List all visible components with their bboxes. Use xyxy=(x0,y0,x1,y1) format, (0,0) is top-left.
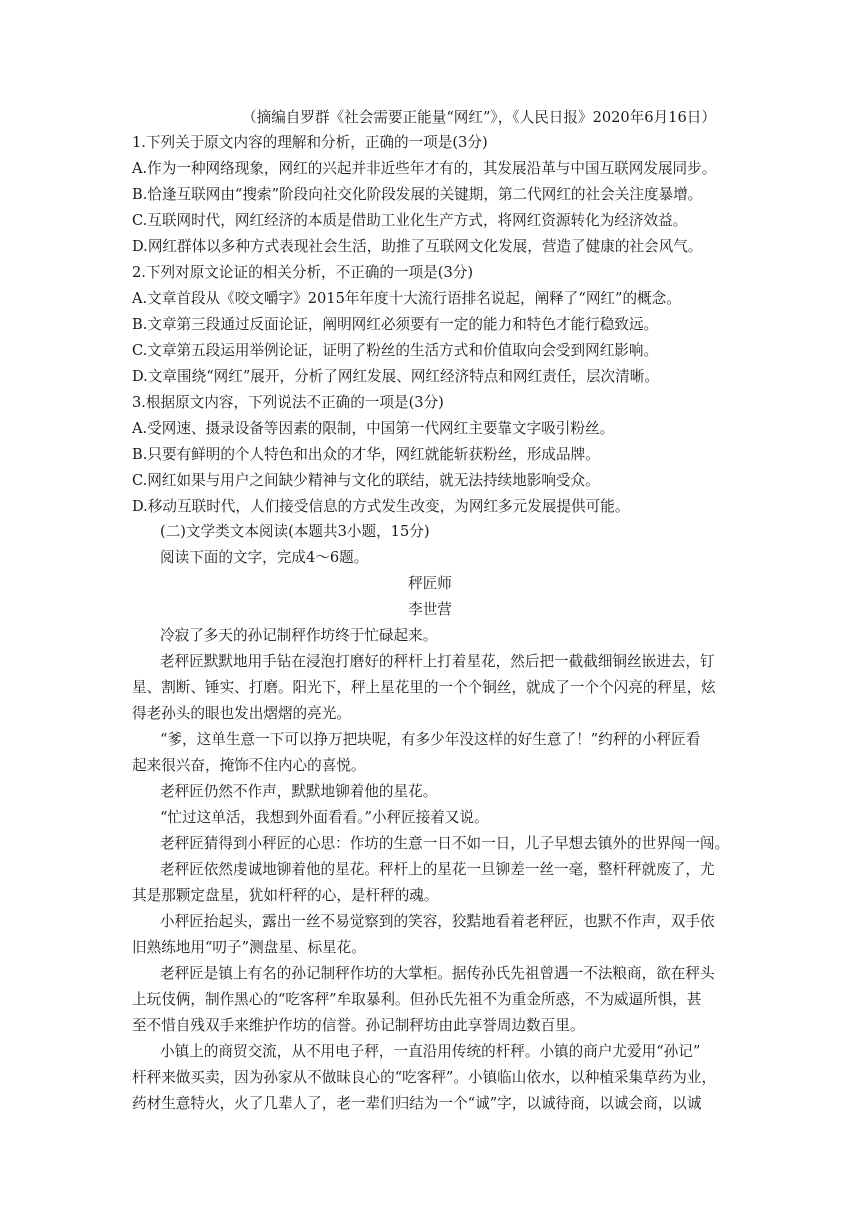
question-1-option-b: B.恰逢互联网由“搜索”阶段向社交化阶段发展的关键期，第二代网红的社会关注度暴增。 xyxy=(132,186,703,203)
question-2-option-b: B.文章第三段通过反面论证，阐明网红必须要有一定的能力和特色才能行稳致远。 xyxy=(132,316,659,333)
story-line: 老秤匠是镇上有名的孙记制秤作坊的大掌柜。据传孙氏先祖曾遇一不法粮商，欲在秤头 xyxy=(160,965,715,982)
story-line: 老秤匠依然虔诚地铆着他的星花。秤杆上的星花一旦铆差一丝一毫，整杆秤就废了，尤 xyxy=(160,861,715,878)
question-3-stem: 3.根据原文内容，下列说法不正确的一项是(3分) xyxy=(132,394,444,411)
question-3-option-c: C.网红如果与用户之间缺少精神与文化的联结，就无法持续地影响受众。 xyxy=(132,472,600,489)
story-author: 李世营 xyxy=(408,601,452,618)
question-3-option-a: A.受网速、摄录设备等因素的限制，中国第一代网红主要靠文字吸引粉丝。 xyxy=(132,420,615,437)
story-line: 小镇上的商贸交流，从不用电子秤，一直沿用传统的杆秤。小镇的商户尤爱用“孙记” xyxy=(160,1043,701,1060)
question-1-option-c: C.互联网时代，网红经济的本质是借助工业化生产方式，将网红资源转化为经济效益。 xyxy=(132,212,688,229)
section-heading: (二)文学类文本阅读(本题共3小题，15分) xyxy=(160,523,430,540)
reading-instruction: 阅读下面的文字，完成4～6题。 xyxy=(160,549,369,566)
question-2-stem: 2.下列对原文论证的相关分析，不正确的一项是(3分) xyxy=(132,264,474,281)
question-3-option-d: D.移动互联时代，人们接受信息的方式发生改变，为网红多元发展提供可能。 xyxy=(132,498,630,515)
story-line: 药材生意特火，火了几辈人了，老一辈们归结为一个“诚”字，以诚待商，以诚会商，以诚 xyxy=(132,1095,702,1112)
story-line: 星、割断、锤实、打磨。阳光下，秤上星花里的一个个铜丝，就成了一个个闪亮的秤星，炫 xyxy=(132,679,716,696)
story-line: 至不惜自残双手来维护作坊的信誉。孙记制秤坊由此享誉周边数百里。 xyxy=(132,1017,585,1034)
question-2-option-c: C.文章第五段运用举例论证，证明了粉丝的生活方式和价值取向会受到网红影响。 xyxy=(132,342,659,359)
story-line: 旧熟练地用“叨子”测盘星、标星花。 xyxy=(132,939,366,956)
story-line: 小秤匠抬起头，露出一丝不易觉察到的笑容，狡黠地看着老秤匠，也默不作声，双手依 xyxy=(160,913,715,930)
story-title: 秤匠师 xyxy=(408,575,452,592)
question-1-option-d: D.网红群体以多种方式表现社会生活，助推了互联网文化发展，营造了健康的社会风气。 xyxy=(132,238,703,255)
story-line: “忙过这单活，我想到外面看看。”小秤匠接着又说。 xyxy=(160,809,489,826)
question-2-option-a: A.文章首段从《咬文嚼字》2015年年度十大流行语排名说起，阐释了“网红”的概念。 xyxy=(132,290,681,307)
story-line: 老秤匠默默地用手钻在浸泡打磨好的秤杆上打着星花，然后把一截截细铜丝嵌进去，钉 xyxy=(160,653,715,670)
question-3-option-b: B.只要有鲜明的个人特色和出众的才华，网红就能斩获粉丝，形成品牌。 xyxy=(132,446,600,463)
story-line: 上玩伎俩，制作黑心的“吃客秤”牟取暴利。但孙氏先祖不为重金所惑，不为威逼所惧，甚 xyxy=(132,991,702,1008)
story-line: 得老孙头的眼也发出熠熠的亮光。 xyxy=(132,705,351,722)
source-citation: （摘编自罗群《社会需要正能量“网红”》，《人民日报》2020年6月16日） xyxy=(242,109,716,126)
story-line: “爹，这单生意一下可以挣万把块呢，有多少年没这样的好生意了！”约秤的小秤匠看 xyxy=(160,731,701,748)
story-line: 老秤匠仍然不作声，默默地铆着他的星花。 xyxy=(160,783,438,800)
question-1-option-a: A.作为一种网络现象，网红的兴起并非近些年才有的，其发展沿革与中国互联网发展同步。 xyxy=(132,160,717,177)
story-line: 杆秤来做买卖，因为孙家从不做昧良心的“吃客秤”。小镇临山依水，以种植采集草药为业， xyxy=(132,1069,717,1086)
story-line: 其是那颗定盘星，犹如杆秤的心，是杆秤的魂。 xyxy=(132,887,439,904)
story-line: 冷寂了多天的孙记制秤作坊终于忙碌起来。 xyxy=(160,627,438,644)
story-line: 老秤匠猜得到小秤匠的心思：作坊的生意一日不如一日，儿子早想去镇外的世界闯一闯。 xyxy=(160,835,730,852)
question-1-stem: 1.下列关于原文内容的理解和分析，正确的一项是(3分) xyxy=(132,134,488,151)
story-line: 起来很兴奋，掩饰不住内心的喜悦。 xyxy=(132,757,366,774)
question-2-option-d: D.文章围绕“网红”展开，分析了网红发展、网红经济特点和网红责任，层次清晰。 xyxy=(132,368,659,385)
